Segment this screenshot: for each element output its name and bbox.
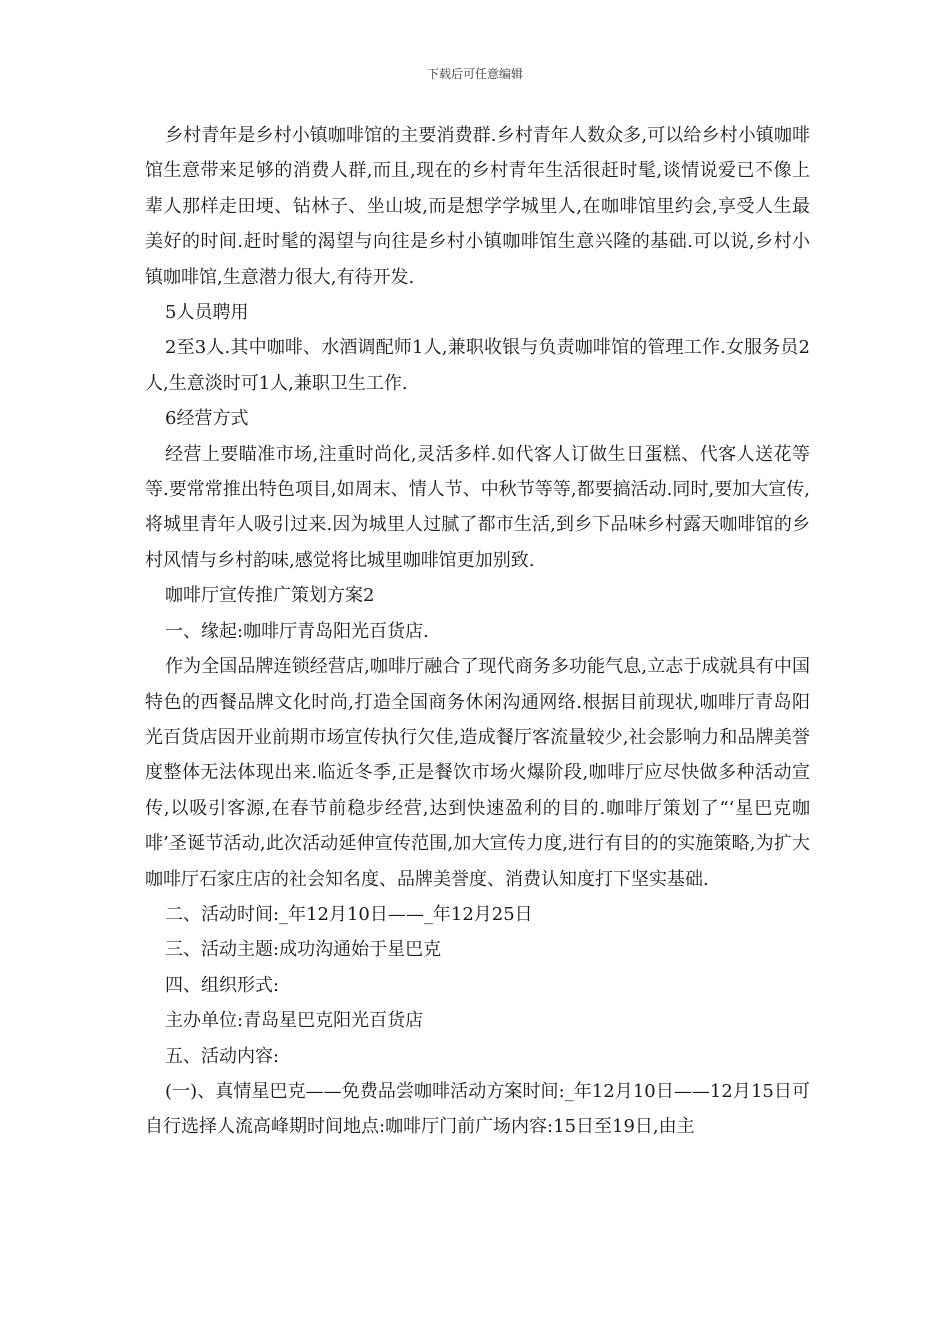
section-heading: 二、活动时间:_年12月10日——_年12月25日 (165, 903, 533, 925)
paragraph: 主办单位:青岛星巴克阳光百货店 (165, 1010, 424, 1032)
paragraph: 乡村青年是乡村小镇咖啡馆的主要消费群.乡村青年人数众多,可以给乡村小镇咖啡馆生意带来足够的消费人群,而且,现在的乡村青年生活很赶时髦,谈情说爱已不像上辈人那样走田埂、钻林子、坐山坡,而是想学学城里人,在咖啡馆里约会,享受人生最美好的时间.赶时髦的渴望与向往是乡村小镇咖啡馆生意兴隆的基础.可以说,乡村小镇咖啡馆,生意潜力很大,有待开发. (145, 125, 810, 288)
section-heading: 三、活动主题:成功沟通始于星巴克 (165, 939, 442, 961)
paragraph: 经营上要瞄准市场,注重时尚化,灵活多样.如代客人订做生日蛋糕、代客人送花等等.要常常推出特色项目,如周末、情人节、中秋节等等,都要搞活动.同时,要加大宣传,将城里青年人吸引过来.因为城里人过腻了都市生活,到乡下品味乡村露天咖啡馆的乡村风情与乡村韵味,感觉将比城里咖啡馆更加别致. (145, 443, 810, 571)
section-heading: 5人员聘用 (165, 302, 249, 324)
page-header: 下载后可任意编辑 (426, 67, 523, 81)
paragraph: 2至3人.其中咖啡、水酒调配师1人,兼职收银与负责咖啡馆的管理工作.女服务员2人,生意淡时可1人,兼职卫生工作. (145, 337, 810, 394)
document-body (145, 118, 810, 1145)
paragraph: 作为全国品牌连锁经营店,咖啡厅融合了现代商务多功能气息,立志于成就具有中国特色的西餐品牌文化时尚,打造全国商务休闲沟通网络.根据目前现状,咖啡厅青岛阳光百货店因开业前期市场宣传执行欠佳,造成餐厅客流量较少,社会影响力和品牌美誉度整体无法体现出来.临近冬季,正是餐饮市场火爆阶段,咖啡厅应尽快做多种活动宣传,以吸引客源,在春节前稳步经营,达到快速盈利的目的.咖啡厅策划了“‘星巴克咖啡’圣诞节活动,此次活动延伸宣传范围,加大宣传力度,进行有目的的实施策略,为扩大咖啡厅石家庄店的社会知名度、品牌美誉度、消费认知度打下坚实基础. (145, 656, 810, 890)
section-heading: 一、缘起:咖啡厅青岛阳光百货店. (165, 620, 429, 642)
section-heading: 四、组织形式: (165, 974, 280, 996)
section-heading: 6经营方式 (165, 408, 249, 430)
document-title: 咖啡厅宣传推广策划方案2 (165, 585, 375, 607)
section-heading: 五、活动内容: (165, 1045, 280, 1067)
paragraph: (一)、真情星巴克——免费品尝咖啡活动方案时间:_年12月10日——12月15日可自行选择人流高峰期时间地点:咖啡厅门前广场内容:15日至19日,由主 (145, 1080, 810, 1138)
